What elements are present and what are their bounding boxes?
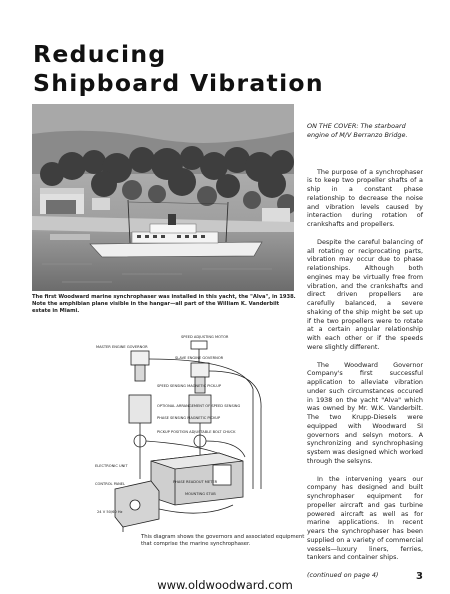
label-phase-readout-meter: PHASE READOUT METER: [173, 480, 218, 484]
label-electronic-unit: ELECTRONIC UNIT: [95, 464, 128, 468]
label-pickup-position: PICKUP POSITION ADJUSTABLE BOLT CHUCK: [157, 430, 236, 434]
yacht-photo: [32, 104, 294, 291]
title-line-2: Shipboard Vibration: [33, 69, 324, 97]
page-title: [33, 40, 333, 98]
body-paragraph: The Woodward Governor Company's first successful application to alleviate vibration under such circumstances occured in 1938 on the yacht "Alva" which was owned by Mr. W.K. Vanderbilt. The two Krupp-Diesels were equipped with Woodward SI governors and selsyn motors. A synchronizing and synchrophasing system was designed which worked through the selsyns.: [307, 360, 423, 465]
footer-url: www.oldwoodward.com: [157, 578, 293, 592]
label-power: 24 V 50/60 Hz: [97, 510, 123, 514]
photo-caption: The first Woodward marine synchrophaser was installed in this yacht, the "Alva", in 1938. Note the amphibian plane visible in the hangar—all part of the William K. Vanderbilt estate in Miami.: [32, 294, 296, 315]
label-phase-sensing-pickup: PHASE SENSING MAGNETIC PICKUP: [157, 416, 221, 420]
label-slave-engine-governor: SLAVE ENGINE GOVERNOR: [175, 356, 224, 360]
page-number: 3: [416, 571, 423, 582]
diagram-caption: This diagram shows the governors and associated equipment that comprise the marine synchrophaser.: [141, 534, 305, 548]
body-paragraph: Despite the careful balancing of all rotating or reciprocating parts, vibration may occur due to phase relationships. Although both engines may be virtually free from vibration, and the crankshafts and direct driven propellers are carefully balanced, a severe shaking of the ship might be set up if the two propellers were to rotate at a certain angular relationship with each other or if the speeds were slightly different.: [307, 237, 423, 351]
article-body: [307, 122, 423, 589]
synchrophaser-diagram: [93, 329, 296, 532]
label-control-panel: CONTROL PANEL: [95, 482, 126, 486]
yacht-photo-illustration: [32, 104, 294, 291]
diagram-illustration: [93, 329, 296, 532]
label-master-engine-governor: MASTER ENGINE GOVERNOR: [96, 345, 148, 349]
label-optional-arrangement: OPTIONAL ARRANGEMENT OF SPEED SENSING: [157, 404, 241, 408]
body-paragraph: In the intervening years our company has designed and built synchrophaser equipment for propeller aircraft and gas turbine powered aircraft as well as for marine applications. In recent years the synchrophaser has been supplied on a variety of commercial vessels—luxury liners, ferries, tankers and container ships.: [307, 474, 423, 562]
title-line-1: Reducing: [33, 40, 167, 68]
continued-note: (continued on page 4): [307, 571, 379, 579]
label-speed-sensing-pickup: SPEED SENSING MAGNETIC PICK-UP: [157, 384, 222, 388]
label-mounting-stub: MOUNTING STUB: [185, 492, 216, 496]
body-paragraph: The purpose of a synchrophaser is to keep two propeller shafts of a ship in a constant phase relationship to decrease the noise and vibration levels caused by interaction during rotation of crankshafts and propellers.: [307, 167, 423, 228]
label-speed-adjusting-motor: SPEED ADJUSTING MOTOR: [181, 335, 229, 339]
cover-note: ON THE COVER: The starboard engine of M/V Berranzo Bridge.: [307, 122, 408, 139]
